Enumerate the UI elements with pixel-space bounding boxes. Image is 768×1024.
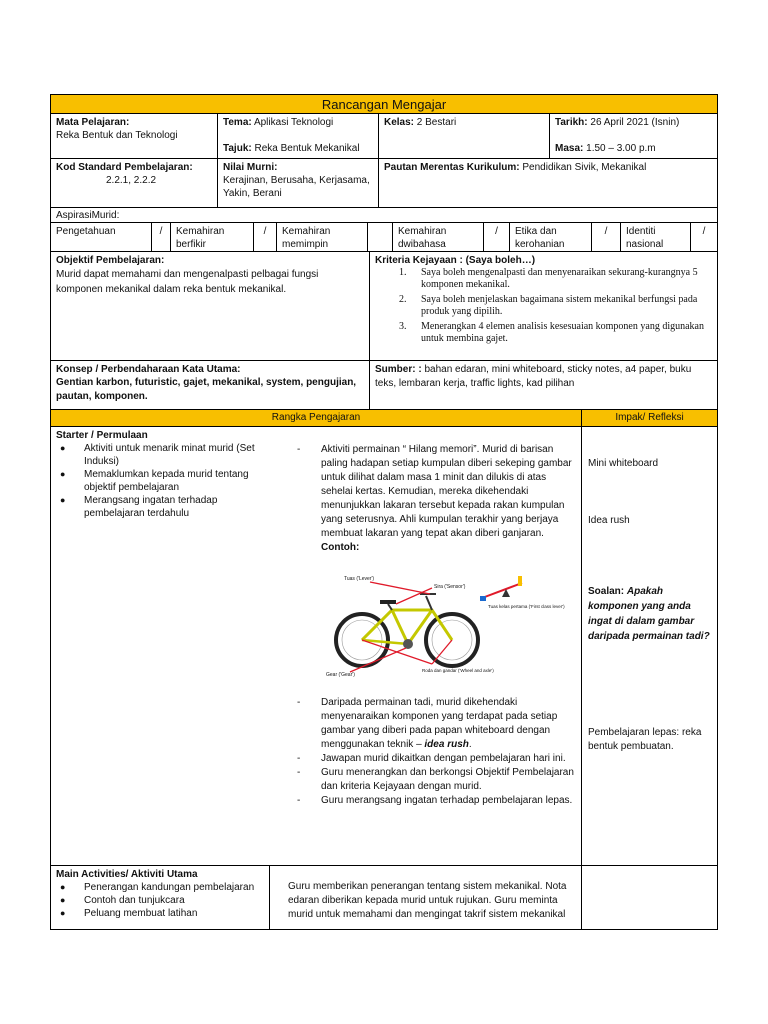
aspirasi-mark: / xyxy=(591,222,621,252)
aspirasi-mark: / xyxy=(253,222,277,252)
dash-item: - Daripada permainan tadi, murid dikehendaki menyenaraikan komponen yang terdapat pada setiap gambar yang diberi pada papan whiteboard dengan menggunakan teknik – idea rush. xyxy=(297,697,558,750)
tajuk-value: Reka Bentuk Mekanikal xyxy=(254,143,360,154)
aspirasi-row xyxy=(50,222,718,252)
nilai-murni-cell xyxy=(217,158,379,208)
tarikh-cell xyxy=(549,113,718,159)
aspirasi-item: Kemahiran berfikir xyxy=(170,222,254,252)
tajuk-label: Tajuk: xyxy=(223,143,252,154)
impak-idea: Idea rush xyxy=(588,515,630,526)
starter-cell xyxy=(50,426,270,866)
label-gear: Gear ('Gear') xyxy=(326,672,355,678)
impak-mini: Mini whiteboard xyxy=(588,458,659,469)
sumber-label: Sumber: : xyxy=(375,364,422,375)
kelas-cell xyxy=(378,113,550,159)
main-activities-cell xyxy=(50,865,270,930)
aspirasi-item: Kemahiran memimpin xyxy=(276,222,368,252)
kriteria-item: 2. Saya boleh menjelaskan bagaimana sistem mekanikal berfungsi pada produk yang dipilih. xyxy=(399,294,698,317)
main-bullet: ● Contoh dan tunjukcara xyxy=(60,895,185,906)
starter-activity-cell xyxy=(269,426,582,866)
pautan-label: Pautan Merentas Kurikulum: xyxy=(384,162,520,173)
kelas-label: Kelas: xyxy=(384,117,415,128)
kod-standard-value: 2.2.1, 2.2.2 xyxy=(106,175,157,186)
bicycle-figure xyxy=(322,568,565,686)
kod-standard-cell xyxy=(50,158,218,208)
kriteria-label: Kriteria Kejayaan : (Saya boleh…) xyxy=(375,255,536,266)
main-bullets xyxy=(56,881,264,920)
konsep-text: Gentian karbon, futuristic, gajet, mekanikal, system, pengujian, pautan, komponen. xyxy=(56,377,357,402)
starter-bullet: ● Memaklumkan kepada murid tentang objektif pembelajaran xyxy=(60,469,249,493)
lesson-plan-page xyxy=(50,94,718,930)
starter-bullet: ● Aktiviti untuk menarik minat murid (Set Induksi) xyxy=(60,443,255,467)
aspirasi-mark: / xyxy=(690,222,718,252)
label-tuas: Tuas ('Lever') xyxy=(344,576,375,582)
label-sira: Sira ('Sensor') xyxy=(434,584,466,590)
main-impak-cell xyxy=(581,865,718,930)
objektif-text: Murid dapat memahami dan mengenalpasti pelbagai fungsi komponen mekanikal dalam reka bentuk mekanikal. xyxy=(56,269,319,295)
main-title: Main Activities/ Aktiviti Utama xyxy=(56,869,198,880)
pautan-cell xyxy=(378,158,718,208)
impak-lepas: Pembelajaran lepas: reka bentuk pembuatan. xyxy=(588,727,702,752)
aspirasi-label: AspirasiMurid: xyxy=(50,207,718,223)
main-bullet: ● Penerangan kandungan pembelajaran xyxy=(60,882,255,893)
objektif-label: Objektif Pembelajaran: xyxy=(56,255,165,266)
aspirasi-item: Kemahiran dwibahasa xyxy=(392,222,484,252)
contoh-label: Contoh: xyxy=(321,542,360,553)
sumber-cell xyxy=(369,360,718,410)
starter-bullets xyxy=(56,442,265,520)
masa-label: Masa: xyxy=(555,143,584,154)
label-tuas-kelas: Tuas kelas pertama ('First class lever') xyxy=(488,604,565,609)
konsep-label: Konsep / Perbendaharaan Kata Utama: xyxy=(56,364,241,375)
bicycle-illustration xyxy=(322,568,565,686)
tarikh-label: Tarikh: xyxy=(555,117,588,128)
dash-item: - Aktiviti permainan “ Hilang memori”. Murid di barisan paling hadapan setiap kumpulan diberi sekeping gambar untuk dilihat dalam masa 1 minit dan dilukis di atas sehelai kertas. Kemudian, mereka dikehendaki menunjukkan lakaran tersebut kepada rakan kumpulan yang seterusnya. Ahli kumpulan terakhir yang berjaya membuat lakaran yang tepat akan diberi ganjaran. xyxy=(297,444,572,539)
nilai-murni-label: Nilai Murni: xyxy=(223,162,278,173)
impak-soalan: Soalan: Apakah komponen yang anda ingat di dalam gambar daripada permainan tadi? xyxy=(588,586,710,642)
pautan-value: Pendidikan Sivik, Mekanikal xyxy=(522,162,647,173)
kriteria-list xyxy=(375,267,712,345)
dash-item: - Jawapan murid dikaitkan dengan pembelajaran hari ini. xyxy=(297,753,566,764)
masa-value: 1.50 – 3.00 p.m xyxy=(586,143,656,154)
main-text-cell: Guru memberikan penerangan tentang sistem mekanikal. Nota edaran diberikan kepada murid untuk rujukan. Guru meminta murid untuk memahami dan mengingat takrif sistem mekanikal xyxy=(269,865,582,930)
tema-cell xyxy=(217,113,379,159)
aspirasi-item: Pengetahuan xyxy=(50,222,152,252)
aspirasi-mark: / xyxy=(483,222,510,252)
konsep-cell xyxy=(50,360,370,410)
label-roda: Roda dan gandar ('Wheel and axle') xyxy=(422,668,494,673)
rangka-header: Rangka Pengajaran xyxy=(50,409,582,427)
nilai-murni-value: Kerajinan, Berusaha, Kerjasama, Yakin, Berani xyxy=(223,175,370,199)
sumber-text: bahan edaran, mini whiteboard, sticky notes, a4 paper, buku teks, lembaran kerja, traffic lights, kad pilihan xyxy=(375,364,692,389)
mata-pelajaran-value: Reka Bentuk dan Teknologi xyxy=(56,130,178,141)
tema-label: Tema: xyxy=(223,117,252,128)
starter-title: Starter / Permulaan xyxy=(56,430,148,441)
tarikh-value: 26 April 2021 (Isnin) xyxy=(590,117,680,128)
kriteria-item: 1. Saya boleh mengenalpasti dan menyenaraikan sekurang-kurangnya 5 komponen mekanikal. xyxy=(399,267,698,290)
aspirasi-mark-empty xyxy=(367,222,393,252)
aspirasi-item: Identiti nasional xyxy=(620,222,691,252)
kriteria-cell xyxy=(369,251,718,361)
kelas-value: 2 Bestari xyxy=(416,117,457,128)
mata-pelajaran-label: Mata Pelajaran: xyxy=(56,117,130,128)
dash-item: - Guru menerangkan dan berkongsi Objektif Pembelajaran dan kriteria Kejayaan dengan murid. xyxy=(297,767,574,792)
tema-value: Aplikasi Teknologi xyxy=(253,117,334,128)
impak-header: Impak/ Refleksi xyxy=(581,409,718,427)
aspirasi-mark: / xyxy=(151,222,171,252)
dash-item: - Guru merangsang ingatan terhadap pembelajaran lepas. xyxy=(297,795,573,806)
kod-standard-label: Kod Standard Pembelajaran: xyxy=(56,162,193,173)
main-bullet: ● Peluang membuat latihan xyxy=(60,908,198,919)
objektif-cell xyxy=(50,251,370,361)
starter-bullet: ● Merangsang ingatan terhadap pembelajaran terdahulu xyxy=(60,495,218,519)
mata-pelajaran-cell xyxy=(50,113,218,159)
page-title: Rancangan Mengajar xyxy=(50,94,718,114)
kriteria-item: 3. Menerangkan 4 elemen analisis kesesuaian komponen yang digunakan untuk membina gajet. xyxy=(399,321,704,344)
aspirasi-item: Etika dan kerohanian xyxy=(509,222,592,252)
impak-cell xyxy=(581,426,718,866)
